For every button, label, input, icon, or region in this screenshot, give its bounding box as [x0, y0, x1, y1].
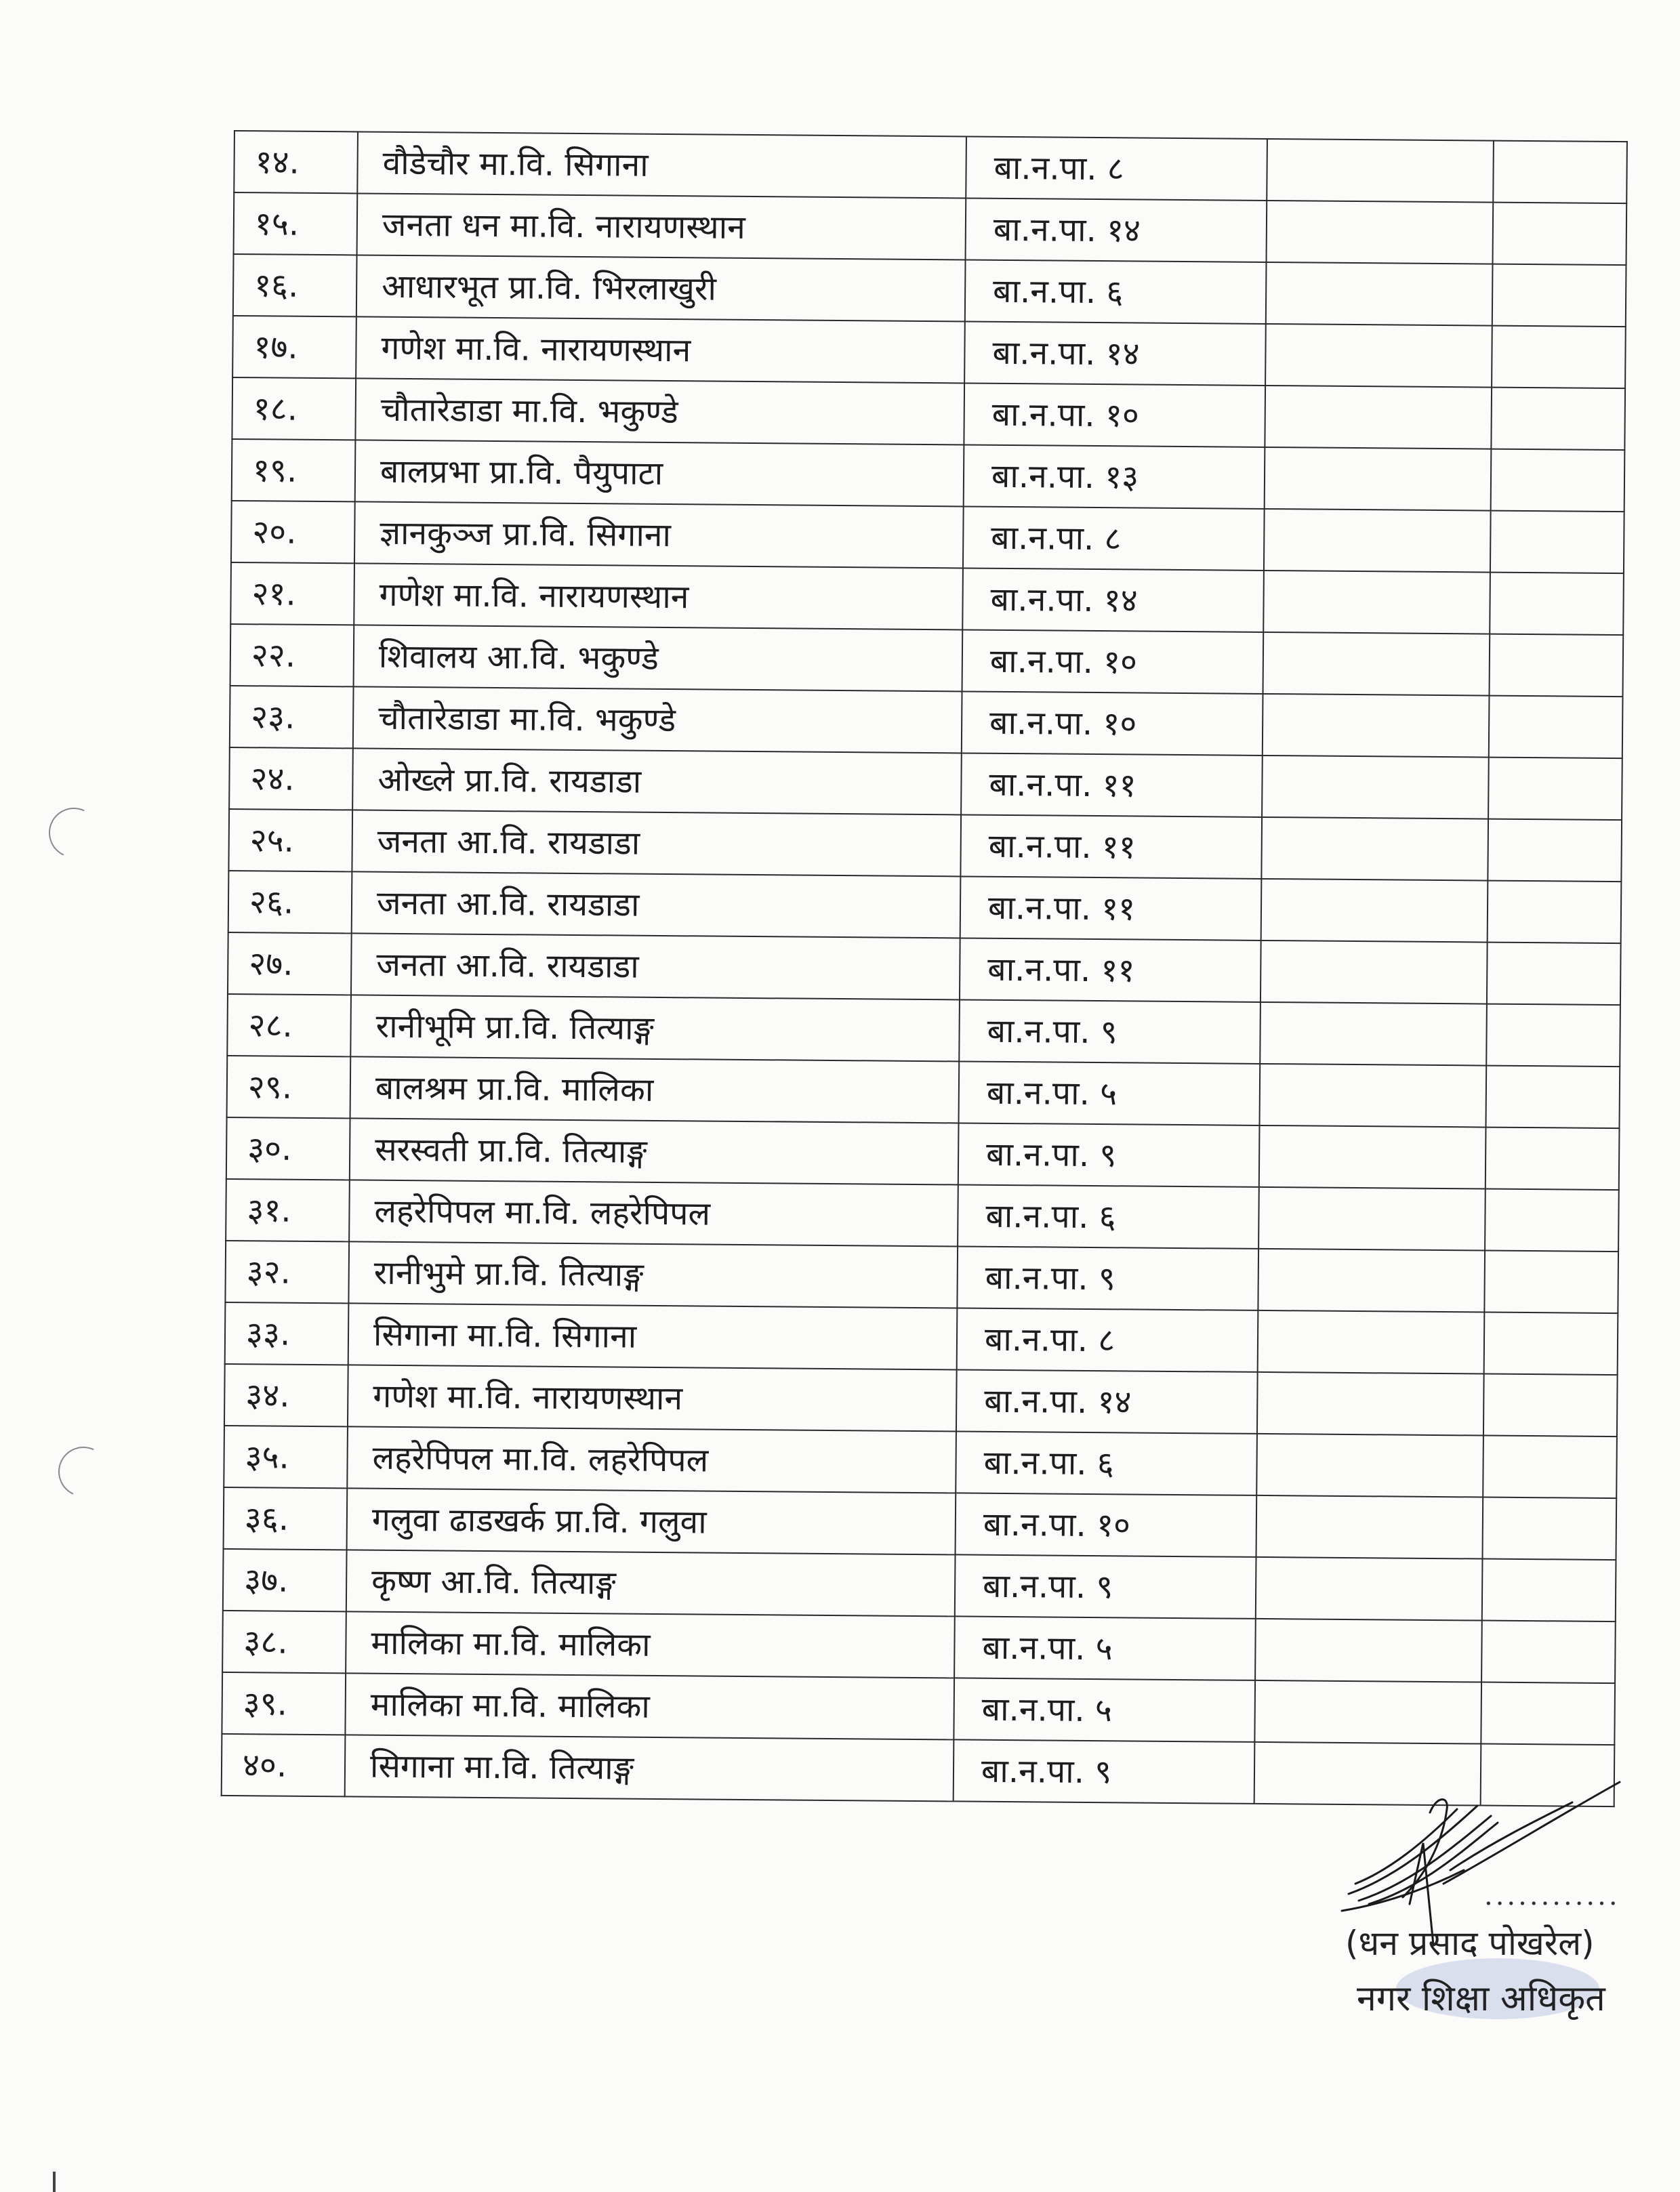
serial-number-cell: २६. — [228, 871, 352, 933]
blank-cell — [1488, 881, 1622, 944]
school-name-cell: गणेश मा.वि. नारायणस्थान — [356, 316, 965, 383]
school-name-cell: जनता आ.वि. रायडाडा — [352, 871, 961, 938]
ward-cell: बा.न.पा. ८ — [963, 506, 1265, 570]
ward-cell: बा.न.पा. ६ — [965, 260, 1267, 323]
serial-number-cell: ३३. — [225, 1302, 349, 1365]
school-name-cell: चौतारेडाडा मा.वि. भकुण्डे — [355, 378, 964, 444]
blank-cell — [1259, 1125, 1486, 1189]
blank-cell — [1258, 1310, 1485, 1374]
ward-cell: बा.न.पा. १० — [962, 629, 1264, 693]
blank-cell — [1261, 940, 1488, 1004]
ward-cell: बा.न.पा. ५ — [959, 1061, 1261, 1125]
ward-cell: बा.न.पा. ८ — [966, 136, 1267, 200]
blank-cell — [1263, 694, 1490, 758]
serial-number-cell: २९. — [227, 1056, 351, 1118]
serial-number-cell: ३०. — [226, 1117, 350, 1180]
blank-cell — [1261, 879, 1488, 943]
school-name-cell: गलुवा ढाडखर्क प्रा.वि. गलुवा — [347, 1488, 956, 1554]
table-row — [232, 316, 1626, 388]
blank-cell — [1263, 632, 1490, 696]
school-name-cell: जनता आ.वि. रायडाडा — [352, 810, 961, 876]
blank-cell — [1484, 1251, 1618, 1314]
table-row — [228, 932, 1621, 1005]
ward-cell: बा.न.पा. ९ — [957, 1246, 1258, 1310]
ward-cell: बा.न.पा. १४ — [966, 198, 1267, 262]
serial-number-cell: १५. — [234, 192, 358, 255]
blank-cell — [1260, 1064, 1487, 1128]
school-list-table — [221, 130, 1628, 1807]
school-name-cell: बालश्रम प्रा.वि. मालिका — [350, 1056, 960, 1123]
table-row — [234, 192, 1627, 265]
blank-cell — [1256, 1495, 1483, 1559]
table-row — [222, 1611, 1616, 1683]
blank-cell — [1490, 511, 1624, 574]
school-name-cell: चौतारेडाडा मा.वि. भकुण्डे — [353, 686, 962, 753]
blank-cell — [1256, 1434, 1483, 1497]
blank-cell — [1491, 449, 1625, 512]
ward-cell: बा.न.पा. ९ — [954, 1739, 1255, 1803]
blank-cell — [1482, 1559, 1616, 1622]
blank-cell — [1267, 201, 1494, 264]
serial-number-cell: १७. — [232, 316, 356, 378]
ward-cell: बा.न.पा. ११ — [960, 938, 1261, 1001]
school-name-cell: मालिका मा.वि. मालिका — [346, 1611, 955, 1678]
serial-number-cell: ३२. — [225, 1241, 349, 1303]
serial-number-cell: २३. — [230, 686, 354, 748]
ward-cell: बा.न.पा. १० — [962, 691, 1263, 755]
blank-cell — [1488, 819, 1622, 882]
blank-cell — [1257, 1372, 1484, 1436]
blank-cell — [1489, 696, 1623, 759]
scan-speck — [53, 2172, 56, 2192]
serial-number-cell: २७. — [228, 932, 352, 995]
blank-cell — [1263, 571, 1490, 634]
school-name-cell: गणेश मा.वि. नारायणस्थान — [354, 563, 963, 629]
table-row — [228, 871, 1622, 943]
blank-cell — [1487, 943, 1621, 1006]
serial-number-cell: २८. — [227, 994, 351, 1056]
signer-title: नगर शिक्षा अधिकृत — [1357, 1979, 1605, 2019]
school-name-cell: ओख्ले प्रा.वि. रायडाडा — [352, 748, 962, 814]
table-row — [233, 254, 1626, 327]
serial-number-cell: २४. — [229, 747, 353, 810]
serial-number-cell: ३१. — [226, 1179, 350, 1241]
school-name-cell: सिगाना मा.वि. तित्याङ्ग — [345, 1735, 954, 1801]
table-row — [230, 686, 1623, 758]
blank-cell — [1483, 1436, 1617, 1499]
blank-cell — [1256, 1557, 1483, 1621]
ward-cell: बा.न.पा. ८ — [957, 1308, 1258, 1371]
serial-number-cell: ३४. — [224, 1364, 348, 1426]
table-row — [224, 1364, 1618, 1436]
blank-cell — [1491, 388, 1625, 451]
serial-number-cell: ३५. — [224, 1426, 348, 1488]
table-row — [224, 1487, 1617, 1560]
blank-cell — [1262, 756, 1489, 819]
school-name-cell: रानीभूमि प्रा.वि. तित्याङ्ग — [350, 995, 960, 1061]
table-row — [230, 624, 1624, 697]
blank-cell — [1254, 1680, 1481, 1744]
blank-cell — [1484, 1312, 1618, 1376]
ward-cell: बा.न.पा. १० — [956, 1493, 1257, 1556]
ward-cell: बा.न.पा. ११ — [961, 753, 1263, 816]
serial-number-cell: २५. — [228, 809, 352, 871]
table-row — [232, 377, 1625, 450]
blank-cell — [1488, 758, 1622, 821]
ward-cell: बा.न.पा. ११ — [960, 876, 1262, 940]
serial-number-cell: ३६. — [224, 1487, 348, 1550]
table-row — [225, 1241, 1618, 1313]
serial-number-cell: १६. — [233, 254, 357, 316]
ward-cell: बा.न.पा. १४ — [964, 321, 1266, 385]
blank-cell — [1485, 1189, 1619, 1252]
blank-cell — [1492, 326, 1626, 389]
blank-cell — [1492, 264, 1626, 327]
blank-cell — [1265, 386, 1492, 449]
school-name-cell: लहरेपिपल मा.वि. लहरेपिपल — [347, 1426, 956, 1493]
serial-number-cell: ३८. — [222, 1611, 346, 1673]
table-row — [229, 747, 1622, 820]
school-name-cell: गणेश मा.वि. नारायणस्थान — [348, 1365, 957, 1431]
blank-cell — [1267, 139, 1494, 203]
table-row — [225, 1302, 1618, 1375]
blank-cell — [1261, 817, 1488, 881]
blank-cell — [1490, 634, 1624, 697]
school-name-cell: मालिका मा.वि. मालिका — [345, 1673, 954, 1739]
blank-cell — [1481, 1621, 1616, 1684]
serial-number-cell: १९. — [232, 439, 356, 501]
school-name-cell: लहरेपिपल मा.वि. लहरेपिपल — [349, 1180, 958, 1246]
ward-cell: बा.न.पा. ९ — [958, 1123, 1260, 1186]
table-row — [227, 1056, 1620, 1128]
signature-dotted-line: ............ — [1484, 1880, 1620, 1911]
serial-number-cell: १८. — [232, 377, 356, 440]
table-row — [222, 1672, 1615, 1745]
punch-hole-mark — [42, 801, 106, 865]
ward-cell: बा.न.पा. १० — [964, 383, 1265, 447]
school-name-cell: बालप्रभा प्रा.वि. पैयुपाटा — [355, 440, 964, 506]
table-row — [228, 809, 1622, 882]
serial-number-cell: २०. — [231, 501, 355, 563]
table-row — [226, 1179, 1619, 1252]
ward-cell: बा.न.पा. ११ — [960, 814, 1262, 878]
table-row — [231, 501, 1624, 573]
blank-cell — [1258, 1187, 1486, 1251]
table-row — [230, 562, 1624, 635]
blank-cell — [1265, 447, 1492, 511]
blank-cell — [1482, 1497, 1616, 1560]
ward-cell: बा.न.पा. ५ — [954, 1616, 1256, 1680]
blank-cell — [1265, 324, 1492, 388]
serial-number-cell: ३७. — [223, 1549, 347, 1611]
blank-cell — [1486, 1004, 1620, 1067]
punch-hole-mark — [52, 1440, 116, 1504]
blank-cell — [1483, 1374, 1618, 1437]
school-name-cell: सिगाना मा.वि. सिगाना — [348, 1303, 958, 1369]
ward-cell: बा.न.पा. ९ — [955, 1554, 1256, 1618]
blank-cell — [1255, 1619, 1482, 1682]
table-row — [223, 1549, 1616, 1621]
serial-number-cell: ४०. — [222, 1734, 346, 1796]
table-row — [224, 1426, 1617, 1498]
school-name-cell: आधारभूत प्रा.वि. भिरलाखुरी — [356, 255, 966, 321]
blank-cell — [1264, 509, 1491, 573]
blank-cell — [1490, 573, 1624, 636]
school-name-cell: जनता आ.वि. रायडाडा — [351, 933, 960, 999]
school-name-cell: कृष्ण आ.वि. तित्याङ्ग — [346, 1550, 956, 1616]
blank-cell — [1260, 1002, 1487, 1066]
blank-cell — [1493, 203, 1627, 266]
signer-name: (धन प्रसाद पोखरेल) — [1345, 1924, 1595, 1963]
table-row — [234, 131, 1627, 203]
school-name-cell: शिवालय आ.वि. भकुण्डे — [354, 625, 963, 691]
blank-cell — [1486, 1066, 1620, 1129]
blank-cell — [1481, 1682, 1615, 1745]
school-list-body — [222, 131, 1627, 1806]
serial-number-cell: २१. — [230, 562, 354, 625]
table-row — [232, 439, 1625, 512]
blank-cell — [1493, 141, 1627, 204]
school-name-cell: सरस्वती प्रा.वि. तित्याङ्ग — [350, 1118, 959, 1184]
blank-cell — [1486, 1128, 1620, 1191]
school-name-cell: ज्ञानकुञ्ज प्रा.वि. सिगाना — [354, 501, 964, 568]
serial-number-cell: १४. — [234, 131, 358, 193]
ward-cell: बा.न.पा. ६ — [956, 1431, 1257, 1495]
ward-cell: बा.न.पा. ५ — [954, 1678, 1255, 1741]
school-name-cell: वौडेचौर मा.वि. सिगाना — [357, 131, 966, 198]
ward-cell: बा.न.पा. १३ — [964, 444, 1265, 508]
school-name-cell: रानीभुमे प्रा.वि. तित्याङ्ग — [348, 1241, 958, 1308]
serial-number-cell: २२. — [230, 624, 354, 686]
blank-cell — [1258, 1249, 1485, 1312]
ward-cell: बा.न.पा. १४ — [956, 1369, 1258, 1433]
ward-cell: बा.न.पा. १४ — [962, 568, 1264, 632]
ward-cell: बा.न.पा. ९ — [959, 999, 1261, 1063]
table-row — [227, 994, 1620, 1067]
school-name-cell: जनता धन मा.वि. नारायणस्थान — [357, 193, 966, 260]
ward-cell: बा.न.पा. ६ — [958, 1184, 1259, 1248]
serial-number-cell: ३९. — [222, 1672, 346, 1735]
blank-cell — [1266, 262, 1493, 326]
table-row — [226, 1117, 1620, 1190]
